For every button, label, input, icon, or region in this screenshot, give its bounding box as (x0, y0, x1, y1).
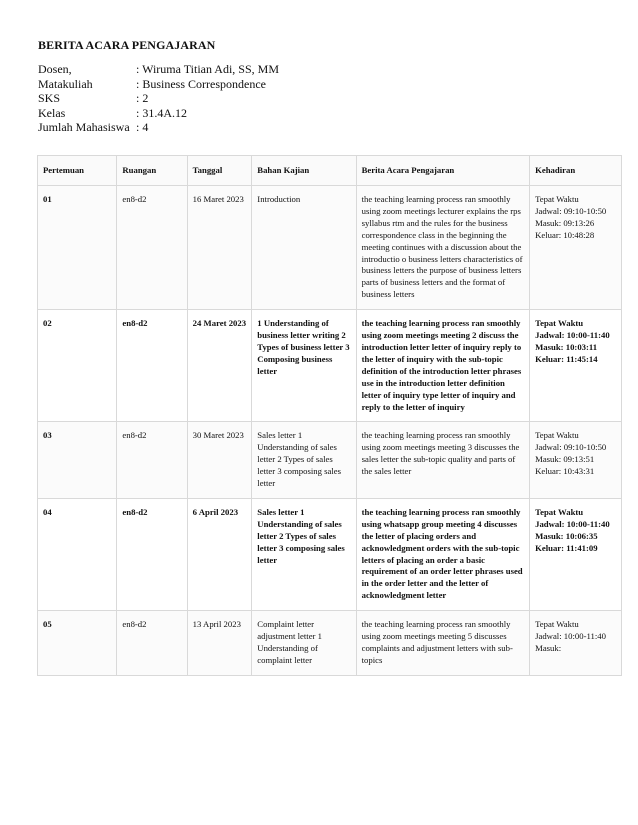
teaching-record-table (37, 155, 622, 676)
attendance-schedule: Jadwal: 10:00-11:40 (535, 518, 610, 529)
info-row-dosen (38, 62, 279, 77)
attendance-schedule: Jadwal: 09:10-10:50 (535, 205, 607, 216)
attendance-status: Tepat Waktu (535, 619, 579, 630)
attendance-check-in: Masuk: 09:13:26 (535, 217, 595, 228)
cell-ruangan: en8-d2 (117, 422, 187, 499)
table-row (38, 422, 622, 499)
info-label: Dosen, (38, 62, 72, 76)
attendance-check-out: Keluar: 10:43:31 (535, 466, 595, 477)
attendance-status: Tepat Waktu (535, 506, 584, 517)
table-header-row (38, 156, 622, 186)
info-row-jumlah-mahasiswa (38, 120, 279, 135)
info-label: Matakuliah (38, 76, 93, 91)
cell-ruangan: en8-d2 (117, 611, 187, 676)
info-value: : 4 (136, 120, 149, 134)
cell-bahan-kajian: Complaint letter adjustment letter 1 Understanding of complaint letter (252, 611, 356, 676)
table-row (38, 611, 622, 676)
cell-berita-acara: the teaching learning process ran smoothly using zoom meetings meeting 3 discusses the sales letter the sub-topic quality and parts of the sales letter (356, 422, 529, 499)
info-label: Kelas (38, 105, 66, 120)
header-kehadiran: Kehadiran (530, 156, 622, 186)
cell-pertemuan: 02 (38, 310, 117, 422)
document-title: BERITA ACARA PENGAJARAN (38, 38, 216, 52)
info-row-kelas (38, 106, 279, 121)
attendance-check-in: Masuk: 09:13:51 (535, 454, 595, 465)
cell-tanggal: 16 Maret 2023 (187, 186, 252, 310)
cell-ruangan: en8-d2 (117, 186, 187, 310)
header-tanggal: Tanggal (187, 156, 252, 186)
cell-kehadiran (530, 422, 622, 499)
info-row-sks (38, 91, 279, 106)
cell-kehadiran (530, 310, 622, 422)
info-value: : Business Correspondence (136, 76, 266, 91)
cell-kehadiran (530, 186, 622, 310)
attendance-table-container (37, 155, 622, 676)
attendance-check-in: Masuk: (535, 643, 562, 653)
cell-bahan-kajian: Introduction (252, 186, 356, 310)
cell-berita-acara: the teaching learning process ran smoothly using whatsapp group meeting 4 discusses the letter of placing orders and acknowledgment orders with the sub-topic letters of placing an order a basic requirement of an order letter phrases used in the order letter and the letter of acknowledgment letter (356, 498, 529, 610)
info-row-matakuliah (38, 77, 279, 92)
attendance-schedule: Jadwal: 10:00-11:40 (535, 631, 606, 642)
cell-pertemuan: 05 (38, 611, 117, 676)
header-pertemuan: Pertemuan (38, 156, 117, 186)
cell-ruangan: en8-d2 (117, 498, 187, 610)
cell-pertemuan: 01 (38, 186, 117, 310)
cell-bahan-kajian: Sales letter 1 Understanding of sales letter 2 Types of sales letter 3 composing sales letter (252, 498, 356, 610)
info-value: : 31.4A.12 (136, 105, 187, 120)
header-ruangan: Ruangan (117, 156, 187, 186)
attendance-check-out: Keluar: 11:45:14 (535, 353, 598, 364)
table-row (38, 186, 622, 310)
cell-berita-acara: the teaching learning process ran smoothly using zoom meetings meeting 2 discuss the introduction letter letter of inquiry reply to the letter of inquiry with the sub-topic definition of the introduction letter phrases use in the introduction letter definition letter of inquiry type letter of inquiry and reply to the letter of inquiry (356, 310, 529, 422)
cell-pertemuan: 03 (38, 422, 117, 499)
cell-berita-acara: the teaching learning process ran smoothly using zoom meetings meeting 5 discusses complaints and adjustment letters with sub-topics (356, 611, 529, 676)
attendance-status: Tepat Waktu (535, 430, 579, 441)
attendance-check-out: Keluar: 10:48:28 (535, 229, 595, 240)
attendance-schedule: Jadwal: 09:10-10:50 (535, 442, 607, 453)
header-bahan-kajian: Bahan Kajian (252, 156, 356, 186)
cell-pertemuan: 04 (38, 498, 117, 610)
cell-ruangan: en8-d2 (117, 310, 187, 422)
cell-kehadiran (530, 498, 622, 610)
cell-bahan-kajian: Sales letter 1 Understanding of sales letter 2 Types of sales letter 3 composing sales letter (252, 422, 356, 499)
attendance-schedule: Jadwal: 10:00-11:40 (535, 330, 610, 341)
attendance-status: Tepat Waktu (535, 194, 579, 204)
info-label: Jumlah Mahasiswa (38, 120, 130, 134)
table-row (38, 310, 622, 422)
cell-berita-acara: the teaching learning process ran smoothly using zoom meetings lecturer explains the rps syllabus rtm and the rules for the business correspondence class in the beginning the meeting continues with a discussion about the introductio o business letters characteristics of business letters the purpose of business letters parts of business letters and the format of business letters (356, 186, 529, 310)
cell-kehadiran (530, 611, 622, 676)
table-row (38, 498, 622, 610)
header-berita-acara: Berita Acara Pengajaran (356, 156, 529, 186)
info-value: : Wiruma Titian Adi, SS, MM (136, 62, 279, 76)
cell-tanggal: 6 April 2023 (187, 498, 252, 610)
info-label: SKS (38, 91, 61, 105)
cell-bahan-kajian: 1 Understanding of business letter writing 2 Types of business letter 3 Composing business letter (252, 310, 356, 422)
attendance-check-out: Keluar: 11:41:09 (535, 542, 598, 553)
cell-tanggal: 30 Maret 2023 (187, 422, 252, 499)
attendance-check-in: Masuk: 10:06:35 (535, 530, 598, 541)
attendance-check-in: Masuk: 10:03:11 (535, 341, 598, 352)
attendance-status: Tepat Waktu (535, 318, 584, 329)
cell-tanggal: 13 April 2023 (187, 611, 252, 676)
course-info (38, 62, 279, 135)
info-value: : 2 (136, 91, 149, 105)
cell-tanggal: 24 Maret 2023 (187, 310, 252, 422)
